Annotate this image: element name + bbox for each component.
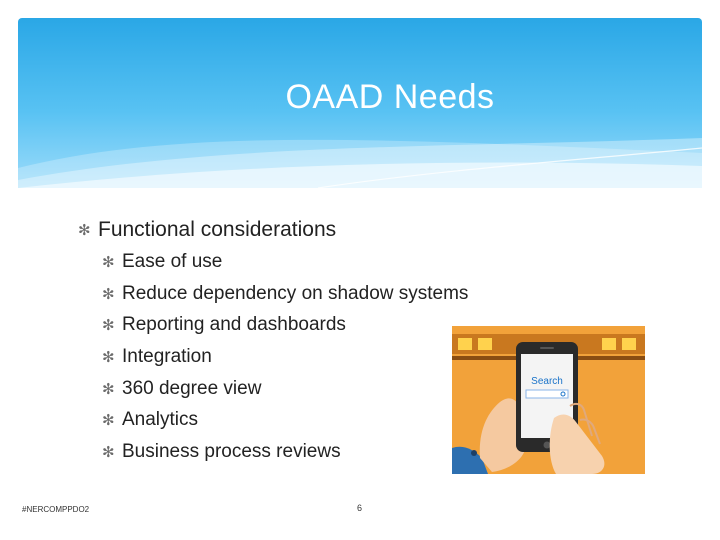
- footer-hashtag: #NERCOMPPDO2: [22, 505, 90, 514]
- sub-bullet-text: Reporting and dashboards: [122, 314, 346, 336]
- search-label: Search: [531, 376, 563, 387]
- asterisk-bullet-icon: ✻: [102, 285, 115, 303]
- asterisk-bullet-icon: ✻: [102, 348, 115, 366]
- page-number: 6: [357, 503, 363, 513]
- sub-bullet: [102, 278, 468, 310]
- asterisk-bullet-icon: ✻: [102, 412, 115, 430]
- sub-bullet: [102, 309, 468, 341]
- banner-swoosh: [18, 108, 702, 188]
- asterisk-bullet-icon: ✻: [102, 443, 115, 461]
- sub-bullet: [102, 246, 468, 278]
- sub-bullet-text: Ease of use: [122, 250, 223, 272]
- asterisk-bullet-icon: ✻: [102, 253, 115, 271]
- sub-bullet-text: Business process reviews: [122, 440, 341, 462]
- sub-bullet-text: 360 degree view: [122, 377, 262, 399]
- sub-bullet-text: Reduce dependency on shadow systems: [122, 282, 469, 304]
- bullet-main-text: Functional considerations: [98, 218, 337, 241]
- sub-bullet: [102, 436, 468, 468]
- slide-title: OAAD Needs: [285, 78, 495, 116]
- bullet-list: [78, 214, 468, 468]
- sub-bullet: [102, 404, 468, 436]
- asterisk-bullet-icon: ✻: [102, 380, 115, 398]
- hand-holding-phone-icon: [452, 326, 645, 474]
- sub-bullet: [102, 373, 468, 405]
- sub-bullet: [102, 341, 468, 373]
- sub-bullet-text: Integration: [122, 345, 212, 367]
- sub-bullet-text: Analytics: [122, 409, 199, 431]
- asterisk-bullet-icon: ✻: [102, 317, 115, 335]
- bullet-main: [78, 214, 468, 246]
- asterisk-bullet-icon: ✻: [78, 222, 91, 239]
